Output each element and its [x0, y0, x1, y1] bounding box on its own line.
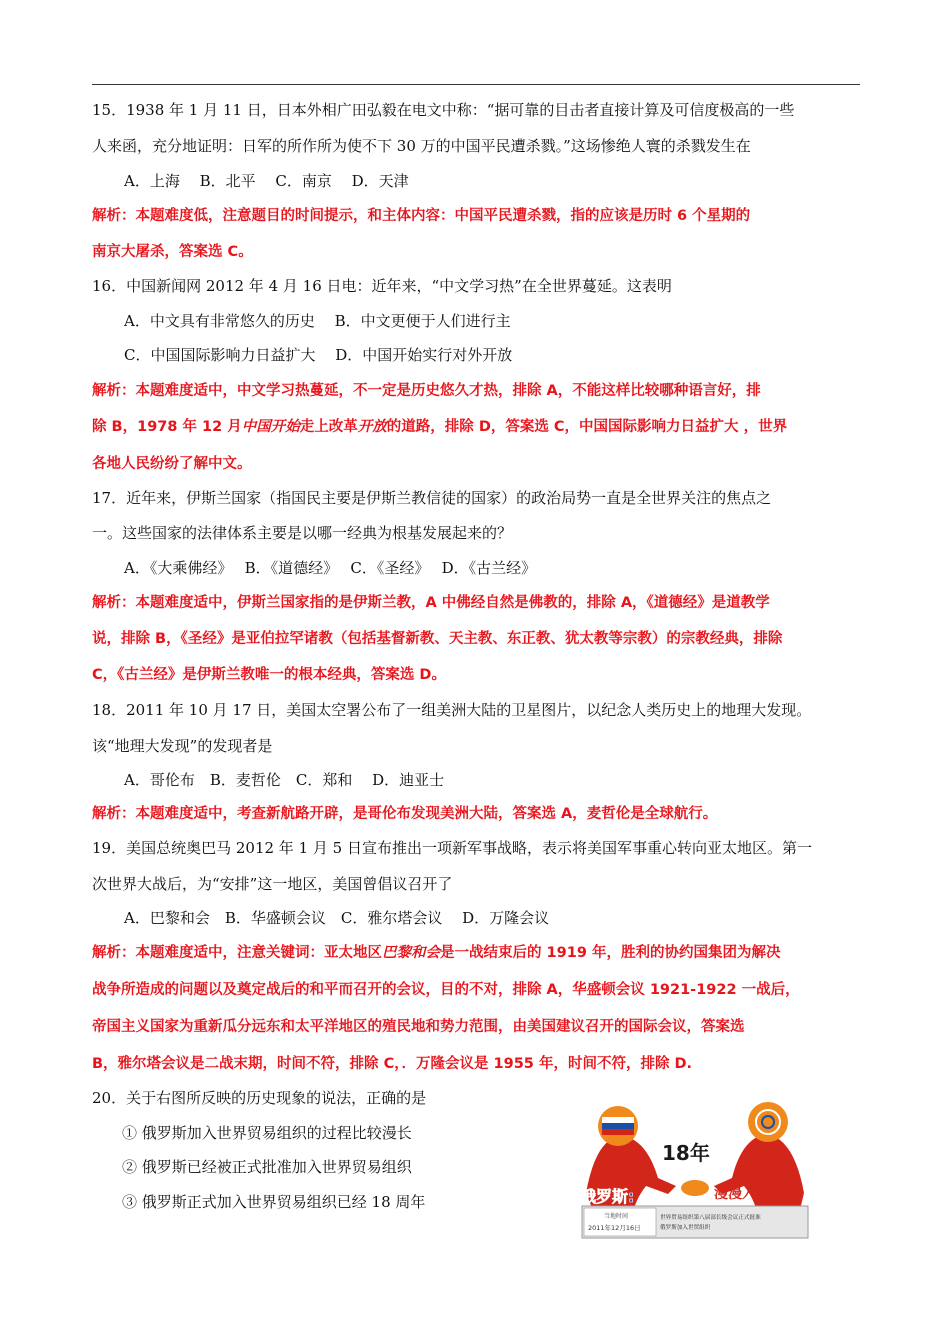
q19-analysis-line1: 解析：本题难度适中，注意关键词：亚太地区巴黎和会是一战结束后的 1919 年，胜利的协约国集团为解决	[92, 945, 781, 961]
q19-analysis-line2: 战争所造成的问题以及奠定战后的和平而召开的会议，目的不对，排除 A，华盛顿会议 1921-1922 一战后，	[92, 982, 800, 998]
q20-statement-2: ② 俄罗斯已经被正式批准加入世界贸易组织	[122, 1158, 412, 1176]
russia-wto-illustration	[576, 1098, 814, 1244]
illustration-left-title: 俄罗斯:	[580, 1187, 635, 1206]
q19-stem-line1: 19．美国总统奥巴马 2012 年 1 月 5 日宣布推出一项新军事战略，表示将美国军事重心转向亚太地区。第一	[92, 839, 812, 857]
q15-analysis-line1: 解析：本题难度低，注意题目的时间提示，和主体内容：中国平民遭杀戮，指的应该是历时 6 个星期的	[92, 208, 751, 224]
q15-stem-line2: 人来函，充分地证明：日军的所作所为使不下 30 万的中国平民遭杀戮。”这场惨绝人寰的杀戮发生在	[92, 137, 751, 155]
date-label: 2011年12月16日	[588, 1224, 641, 1232]
years-label: 18年	[662, 1141, 710, 1165]
illustration-right-title: 漫漫入世路	[714, 1186, 784, 1202]
q17-analysis-line3: C，《古兰经》是伊斯兰教唯一的根本经典，答案选 D。	[92, 667, 446, 683]
q15-options: A．上海 B．北平 C．南京 D．天津	[124, 172, 409, 190]
q16-options-ab: A．中文具有非常悠久的历史 B．中文更便于人们进行主	[124, 312, 511, 330]
q19-options: A．巴黎和会 B．华盛顿会议 C．雅尔塔会议 D．万隆会议	[124, 909, 550, 927]
q18-analysis-line1: 解析：本题难度适中，考查新航路开辟，是哥伦布发现美洲大陆，答案选 A，麦哲伦是全球航行。	[92, 806, 718, 822]
time-label: 当地时间	[604, 1213, 629, 1220]
q17-stem-line2: 一。这些国家的法律体系主要是以哪一经典为根基发展起来的？	[92, 524, 513, 542]
q15-stem-line1: 15．1938 年 1 月 11 日，日本外相广田弘毅在电文中称：“据可靠的目击者直接计算及可信度极高的一些	[92, 101, 795, 119]
q17-analysis-line1: 解析：本题难度适中，伊斯兰国家指的是伊斯兰教，A 中佛经自然是佛教的，排除 A，《道德经》是道教学	[92, 595, 770, 611]
q16-options-cd: C．中国国际影响力日益扩大 D．中国开始实行对外开放	[124, 346, 513, 364]
handshake-icon	[681, 1180, 709, 1196]
q17-stem-line1: 17．近年来，伊斯兰国家（指国民主要是伊斯兰教信徒的国家）的政治局势一直是全世界关注的焦点之	[92, 489, 772, 507]
q16-analysis-line3: 各地人民纷纷了解中文。	[92, 456, 252, 472]
q20-statement-3: ③ 俄罗斯正式加入世界贸易组织已经 18 周年	[122, 1193, 426, 1211]
q16-analysis-line2: 除 B，1978 年 12 月中国开始走上改革开放的道路，排除 D，答案选 C，中国国际影响力日益扩大 ，世界	[92, 419, 788, 435]
q20-stem-line1: 20．关于右图所反映的历史现象的说法，正确的是	[92, 1089, 427, 1107]
q16-analysis-line1: 解析：本题难度适中，中文学习热蔓延，不一定是历史悠久才热，排除 A，不能这样比较哪种语言好，排	[92, 383, 761, 399]
q18-stem-line2: 该“地理大发现”的发现者是	[92, 737, 273, 755]
q19-stem-line2: 次世界大战后，为“安排”这一地区，美国曾倡议召开了	[92, 875, 453, 893]
q18-stem-line1: 18．2011 年 10 月 17 日，美国太空署公布了一组美洲大陆的卫星图片，以纪念人类历史上的地理大发现。	[92, 701, 812, 719]
header-rule	[92, 84, 860, 85]
q15-analysis-line2: 南京大屠杀，答案选 C。	[92, 244, 253, 260]
q20-statement-1: ① 俄罗斯加入世界贸易组织的过程比较漫长	[122, 1124, 412, 1142]
q19-analysis-line4: B，雅尔塔会议是二战末期，时间不符，排除 C，．万隆会议是 1955 年，时间不符，排除 D.	[92, 1056, 693, 1072]
caption-line1: 世界贸易组织第八届部长级会议正式批准	[660, 1215, 761, 1221]
q17-options: A．《大乘佛经》 B．《道德经》 C．《圣经》 D．《古兰经》	[124, 559, 537, 577]
q18-options: A．哥伦布 B．麦哲伦 C．郑和 D．迪亚士	[124, 771, 445, 789]
q16-stem-line1: 16．中国新闻网 2012 年 4 月 16 日电：近年来，“中文学习热”在全世界蔓延。这表明	[92, 277, 672, 295]
caption-line2: 俄罗斯加入世贸组织	[660, 1225, 711, 1231]
q17-analysis-line2: 说，排除 B，《圣经》是亚伯拉罕诸教（包括基督新教、天主教、东正教、犹太教等宗教）的宗教经典，排除	[92, 631, 783, 647]
q19-analysis-line3: 帝国主义国家为重新瓜分远东和太平洋地区的殖民地和势力范围，由美国建议召开的国际会议，答案选	[92, 1019, 745, 1035]
